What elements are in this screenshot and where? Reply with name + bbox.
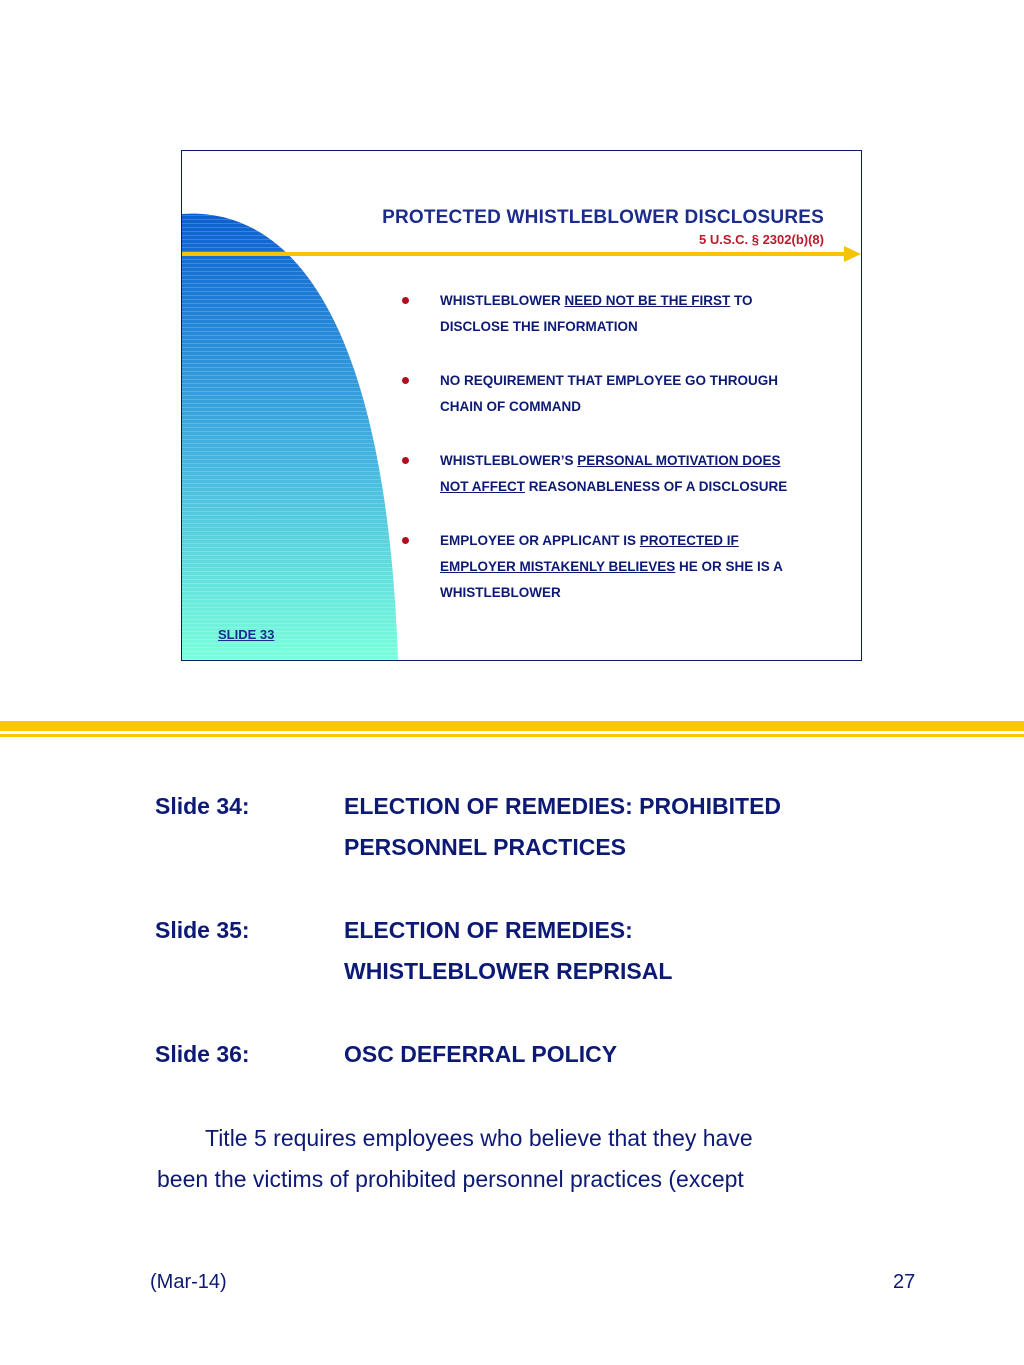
slide-thumbnail [181,150,862,661]
bullet-dot-icon [402,457,409,464]
bullet-text: NO REQUIREMENT THAT EMPLOYEE GO THROUGH CHAIN OF COMMAND [440,373,779,414]
bullet-dot-icon [402,297,409,304]
yellow-arrow-head-icon [844,246,861,262]
bullet-emphasis-text: PROTECTED IF EMPLOYER MISTAKENLY BELIEVES [440,533,739,574]
bullet-dot-icon [402,377,409,384]
divider-thin [0,734,1024,737]
slide-bullet-item [402,288,802,340]
slide-bullet-item [402,528,802,606]
body-paragraph [157,1118,857,1200]
slide-title: PROTECTED WHISTLEBLOWER DISCLOSURES [382,207,824,228]
entry-title: ELECTION OF REMEDIES: PROHIBITED PERSONNEL PRACTICES [344,793,782,860]
body-line: been the victims of prohibited personnel practices (except [157,1166,744,1192]
footer-date: (Mar-14) [150,1271,227,1293]
slide-bullet-item [402,448,802,500]
bullet-text: HE OR SHE IS A WHISTLEBLOWER [440,559,783,600]
entry-label: Slide 35: [155,917,250,943]
entry-title: OSC DEFERRAL POLICY [344,1041,618,1067]
bullet-emphasis-text: PERSONAL MOTIVATION DOES NOT AFFECT [440,453,781,494]
bullet-dot-icon [402,537,409,544]
entry-label: Slide 36: [155,1041,250,1067]
footer-page-number: 27 [893,1271,916,1293]
bullet-text: WHISTLEBLOWER’S [440,453,578,468]
bullet-text: EMPLOYEE OR APPLICANT IS [440,533,640,548]
bullet-text: REASONABLENESS OF A DISCLOSURE [525,479,788,494]
slide-number-label: SLIDE 33 [218,627,275,642]
entry-label: Slide 34: [155,793,250,819]
bullet-text: TO DISCLOSE THE INFORMATION [440,293,753,334]
bullet-text: WHISTLEBLOWER [440,293,565,308]
slide-citation: 5 U.S.C. § 2302(b)(8) [699,232,824,247]
slide-bullet-item [402,368,802,420]
slide-bullet-list [402,288,802,634]
body-line: Title 5 requires employees who believe that they have [205,1125,753,1151]
bullet-emphasis-text: NEED NOT BE THE FIRST [564,293,731,308]
entry-title: ELECTION OF REMEDIES: WHISTLEBLOWER REPRISAL [344,917,673,984]
divider-thick [0,721,1024,731]
